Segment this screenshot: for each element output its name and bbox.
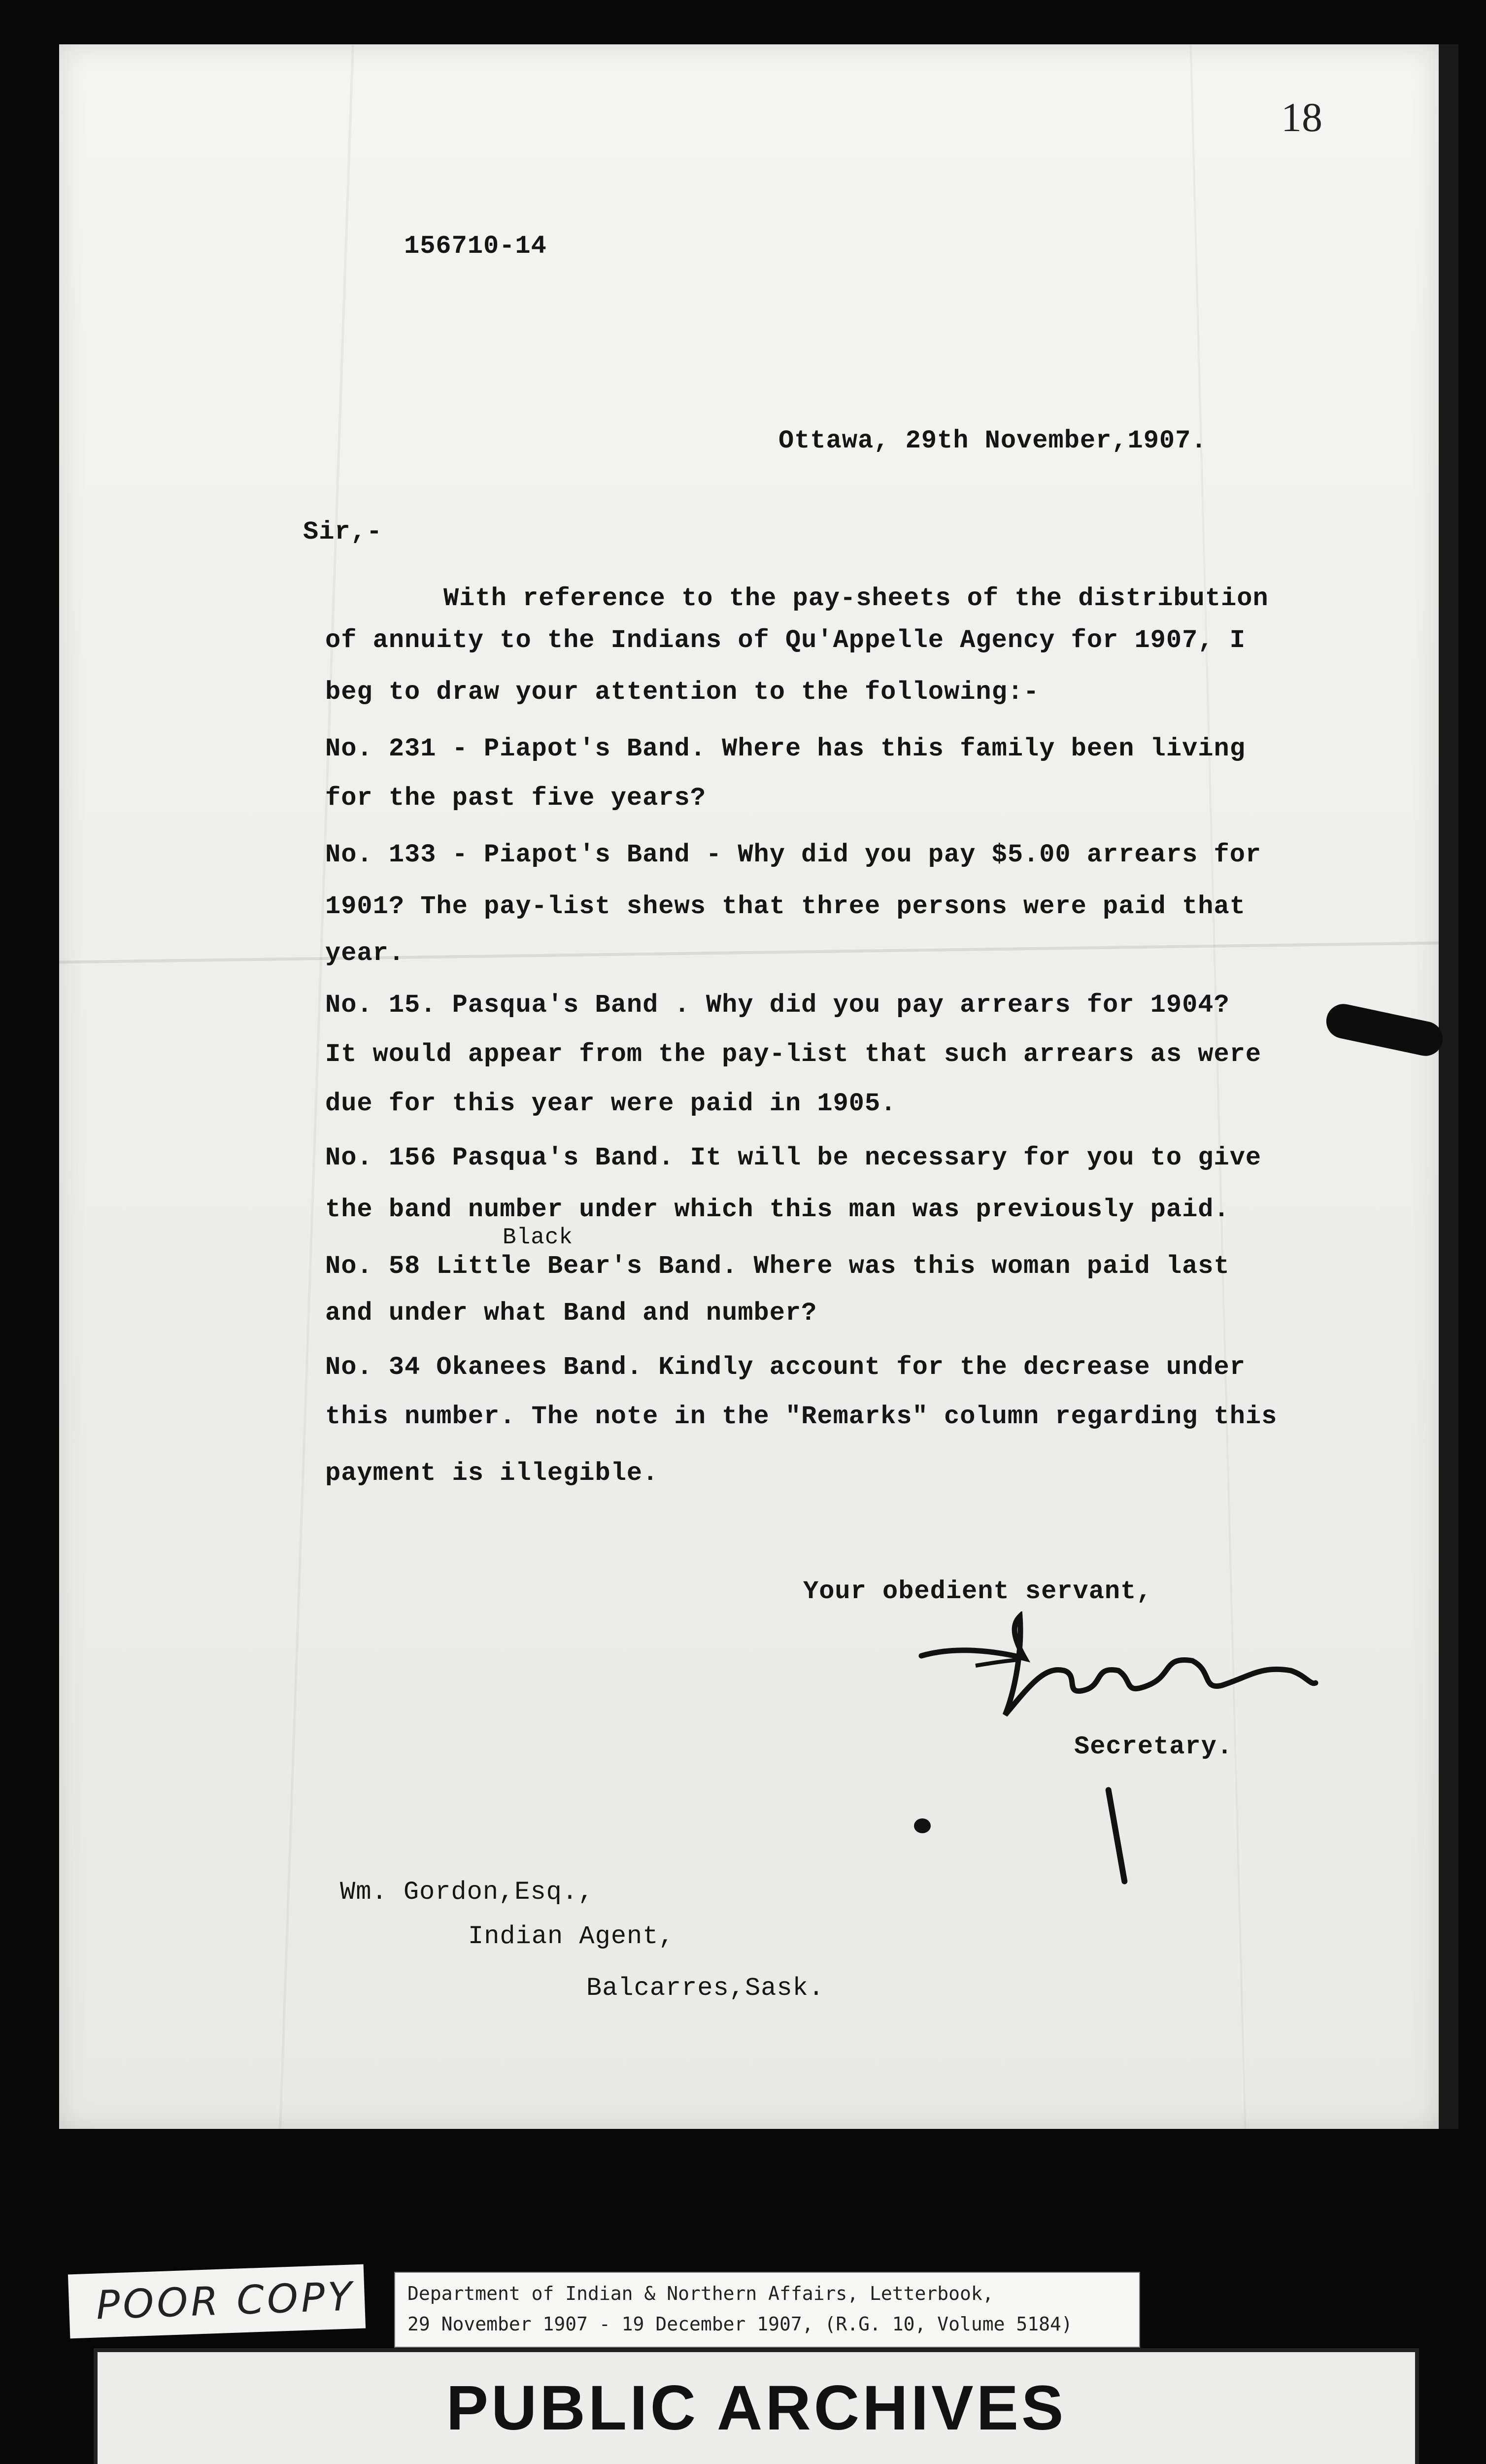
page-number: 18	[1281, 95, 1322, 140]
poor-copy-text: POOR COPY	[95, 2273, 356, 2328]
body-line: With reference to the pay-sheets of the distribution	[443, 584, 1269, 613]
body-line: No. 34 Okanees Band. Kindly account for the decrease under	[325, 1353, 1246, 1382]
body-line: the band number under which this man was previously paid.	[325, 1195, 1230, 1224]
body-line: No. 15. Pasqua's Band . Why did you pay arrears for 1904?	[325, 991, 1230, 1020]
letter-page	[59, 44, 1458, 2129]
archives-stamp	[94, 2348, 1419, 2464]
poor-copy-label	[68, 2264, 366, 2339]
dateline: Ottawa, 29th November,1907.	[778, 426, 1207, 455]
ink-blot	[914, 1818, 931, 1833]
body-line: year.	[325, 939, 405, 968]
body-line: due for this year were paid in 1905.	[325, 1089, 897, 1118]
body-line: for the past five years?	[325, 784, 706, 813]
caption-line: Department of Indian & Northern Affairs, Letterbook,	[407, 2283, 994, 2304]
body-line: and under what Band and number?	[325, 1299, 817, 1328]
closing: Your obedient servant,	[803, 1577, 1152, 1606]
salutation: Sir,-	[303, 517, 383, 547]
body-line: this number. The note in the "Remarks" column regarding this	[325, 1402, 1278, 1431]
fold-line	[59, 941, 1439, 963]
body-line: payment is illegible.	[325, 1459, 659, 1488]
stamp-line: PUBLIC ARCHIVES	[446, 2373, 1067, 2443]
addressee-line: Balcarres,Sask.	[586, 1974, 825, 2003]
body-line: It would appear from the pay-list that such arrears as were	[325, 1040, 1262, 1069]
fold-line	[279, 45, 354, 2128]
interlinear-insertion: Black	[503, 1225, 574, 1250]
body-line: beg to draw your attention to the following:-	[325, 678, 1040, 707]
caption-line: 29 November 1907 - 19 December 1907, (R.G. 10, Volume 5184)	[407, 2313, 1073, 2335]
body-line: No. 231 - Piapot's Band. Where has this family been living	[325, 734, 1246, 763]
body-line: of annuity to the Indians of Qu'Appelle Agency for 1907, I	[325, 626, 1246, 655]
addressee-line: Wm. Gordon,Esq.,	[340, 1878, 594, 1907]
body-line: No. 58 Little Bear's Band. Where was this woman paid last	[325, 1252, 1230, 1281]
body-line: 1901? The pay-list shews that three persons were paid that	[325, 892, 1246, 921]
body-line: No. 156 Pasqua's Band. It will be necessary for you to give	[325, 1143, 1262, 1172]
fold-line	[1190, 45, 1247, 2129]
file-number: 156710-14	[404, 232, 547, 261]
signature-icon	[916, 1611, 1320, 1740]
body-line: No. 133 - Piapot's Band - Why did you pay $5.00 arrears for	[325, 840, 1262, 869]
archive-caption	[394, 2272, 1140, 2348]
signer-title: Secretary.	[1074, 1732, 1233, 1761]
addressee-line: Indian Agent,	[468, 1922, 675, 1951]
